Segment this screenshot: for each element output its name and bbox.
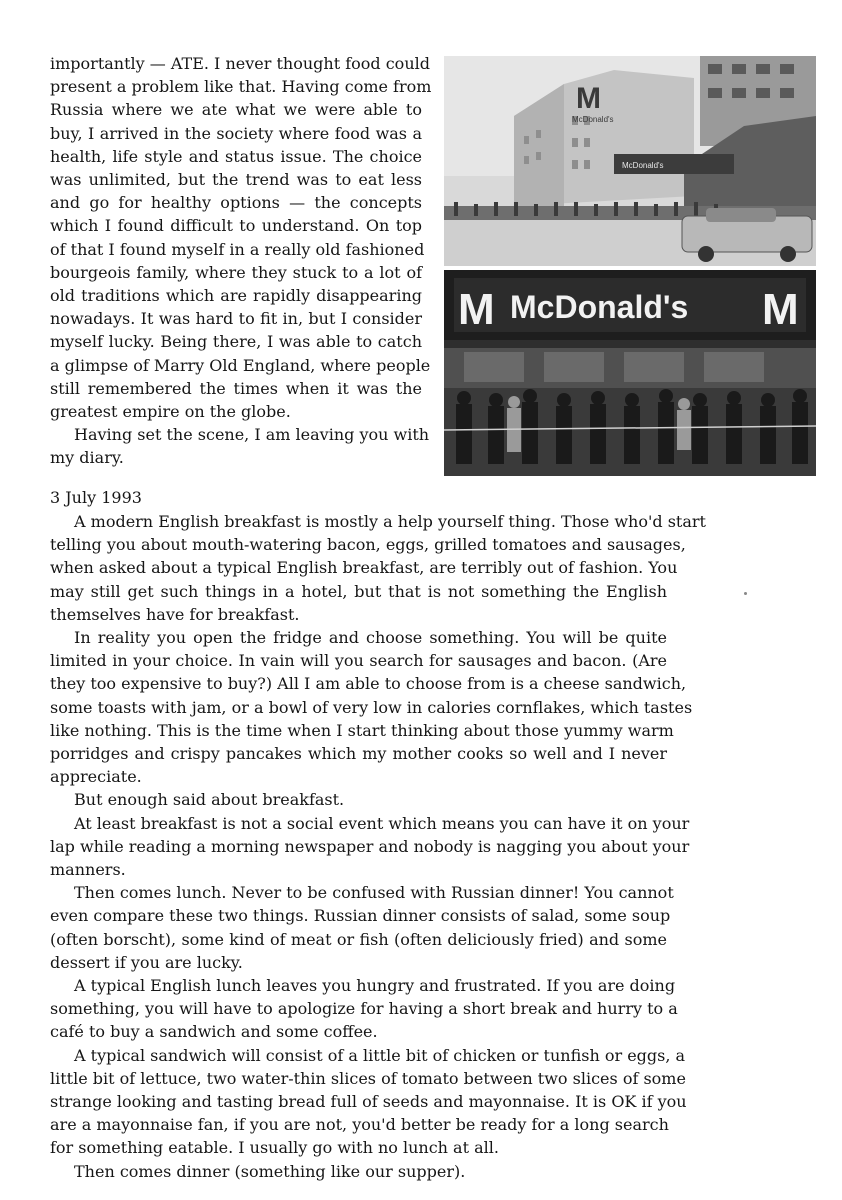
text-line: greatest empire on the globe. <box>50 402 291 422</box>
text-line: strange looking and tasting bread full of seeds and mayonnaise. It is OK if you <box>50 1092 687 1112</box>
text-line: telling you about mouth-watering bacon, eggs, grilled tomatoes and sausages, <box>50 535 686 555</box>
intro-text <box>50 52 432 470</box>
text-line: like nothing. This is the time when I start thinking about those yummy warm <box>50 720 674 740</box>
text-line: A typical sandwich will consist of a little bit of chicken or tunfish or eggs, a <box>74 1045 686 1065</box>
text-line: manners. <box>50 860 126 880</box>
text-line: café to buy a sandwich and some coffee. <box>50 1022 378 1042</box>
text-line: of that I found myself in a really old fashioned <box>50 239 425 259</box>
text-line: Russia where we ate what we were able to <box>50 100 422 120</box>
text-line: my diary. <box>50 448 124 468</box>
storefront-sign: McDonald's <box>510 289 689 325</box>
text-line: health, life style and status issue. The choice <box>50 146 422 166</box>
photo-mcdonalds-queue-street <box>444 56 816 266</box>
text-line: they too expensive to buy?) All I am able to choose from is a cheese sandwich, <box>50 674 687 694</box>
text-line: are a mayonnaise fan, if you are not, you'd better be ready for a long search <box>50 1115 669 1135</box>
svg-text:M: M <box>576 82 601 115</box>
text-line: porridges and crispy pancakes which my mother cooks so well and I never <box>50 744 667 764</box>
text-line: Having set the scene, I am leaving you with <box>74 425 430 445</box>
text-line: themselves have for breakfast. <box>50 604 300 624</box>
text-line: may still get such things in a hotel, but that is not something the English <box>50 581 667 601</box>
text-line: A typical English lunch leaves you hungry and frustrated. If you are doing <box>74 976 676 996</box>
text-line: appreciate. <box>50 767 142 787</box>
text-line: and go for healthy options — the concepts <box>50 193 422 213</box>
text-line: something, you will have to apologize for having a short break and hurry to a <box>50 999 678 1019</box>
text-line: little bit of lettuce, two water-thin slices of tomato between two slices of some <box>50 1068 686 1088</box>
text-line: nowadays. It was hard to fit in, but I consider <box>50 309 422 329</box>
svg-text:M: M <box>458 285 495 334</box>
text-line: At least breakfast is not a social event which means you can have it on your <box>74 813 690 833</box>
text-line: Then comes dinner (something like our supper). <box>74 1161 466 1181</box>
text-line: But enough said about breakfast. <box>74 790 345 810</box>
text-line: bourgeois family, where they stuck to a lot of <box>50 262 422 282</box>
text-line: old traditions which are rapidly disappearing <box>50 286 422 306</box>
text-line: which I found difficult to understand. On top <box>50 216 422 236</box>
text-line: Then comes lunch. Never to be confused with Russian dinner! You cannot <box>74 883 674 903</box>
text-line: was unlimited, but the trend was to eat less <box>50 170 422 190</box>
text-line: when asked about a typical English breakfast, are terribly out of fashion. You <box>50 558 678 578</box>
scan-speck <box>744 592 747 595</box>
text-line: limited in your choice. In vain will you search for sausages and bacon. (Are <box>50 651 667 671</box>
awning-sign: McDonald's <box>622 161 664 170</box>
text-line: importantly — ATE. I never thought food could <box>50 54 430 73</box>
svg-text:M: M <box>762 285 799 334</box>
text-line: lap while reading a morning newspaper and nobody is nagging you about your <box>50 836 690 856</box>
text-line: present a problem like that. Having come from <box>50 77 432 97</box>
text-line: still remembered the times when it was the <box>50 378 422 398</box>
diary-date: 3 July 1993 <box>50 488 142 507</box>
building-sign: McDonald's <box>572 115 614 124</box>
text-line: (often borscht), some kind of meat or fish (often deliciously fried) and some <box>50 929 667 949</box>
text-line: some toasts with jam, or a bowl of very low in calories cornflakes, which tastes <box>50 697 693 717</box>
text-line: for something eatable. I usually go with no lunch at all. <box>50 1138 499 1158</box>
diary-body <box>50 510 706 1183</box>
text-line: a glimpse of Marry Old England, where people <box>50 355 431 375</box>
text-line: In reality you open the fridge and choose something. You will be quite <box>74 628 667 648</box>
text-line: dessert if you are lucky. <box>50 952 243 972</box>
photo-mcdonalds-storefront <box>444 270 816 476</box>
text-line: even compare these two things. Russian dinner consists of salad, some soup <box>50 906 671 926</box>
text-line: buy, I arrived in the society where food was a <box>50 123 422 143</box>
text-line: A modern English breakfast is mostly a help yourself thing. Those who'd start <box>74 512 706 531</box>
photo-group <box>444 56 816 476</box>
text-line: myself lucky. Being there, I was able to catch <box>50 332 422 352</box>
